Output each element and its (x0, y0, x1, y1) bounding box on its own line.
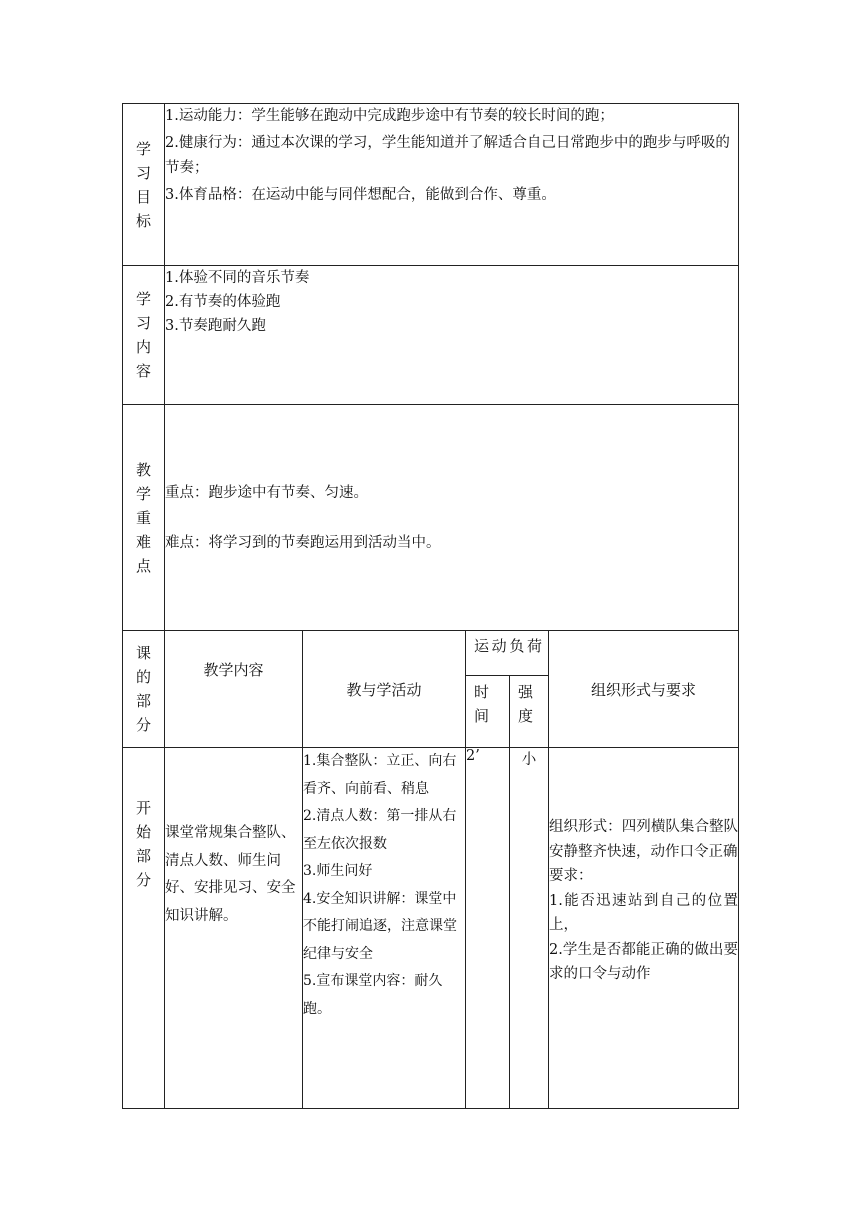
label-char: 的 (135, 668, 151, 686)
label-char: 始 (135, 823, 151, 841)
activity-item: 2.清点人数：第一排从右至左依次报数 (303, 808, 457, 852)
activity-item: 1.集合整队：立正、向右看齐、向前看、稍息 (303, 753, 457, 797)
organization-form: 组织形式：四列横队集合整队安静整齐快速，动作口令正确 (549, 819, 739, 860)
activity-item: 5.宣布课堂内容：耐久跑。 (303, 973, 443, 1017)
label-char: 强 (518, 683, 534, 701)
label-char: 部 (135, 847, 151, 865)
section-header-row (123, 631, 739, 676)
start-time: 2’ (466, 748, 510, 1109)
label-char: 难 (135, 532, 151, 551)
goal-item: 2.健康行为：通过本次课的学习，学生能知道并了解适合自己日常跑步中的跑步与呼吸的节奏； (165, 135, 730, 176)
start-section-label (123, 748, 165, 1109)
label-char: 开 (135, 799, 151, 817)
load-header: 运动负荷 (466, 631, 549, 676)
label-char: 度 (518, 707, 534, 725)
key-points-text (165, 405, 739, 631)
label-char: 课 (135, 644, 151, 662)
label-char: 容 (135, 362, 151, 380)
activity-item: 3.师生问好 (303, 863, 373, 879)
start-teaching-content: 课堂常规集合整队、清点人数、师生问好、安排见习、安全知识讲解。 (165, 748, 303, 1109)
label-char: 分 (135, 716, 151, 734)
part-header (123, 631, 165, 748)
goals-row (123, 104, 739, 266)
label-char: 习 (135, 314, 151, 332)
content-item: 1.体验不同的音乐节奏 (165, 270, 310, 286)
organization-header: 组织形式与要求 (549, 631, 739, 748)
label-char: 学 (135, 139, 151, 158)
activities-header: 教与学活动 (303, 631, 466, 748)
lesson-plan-table (122, 103, 739, 1109)
time-header (466, 676, 510, 748)
label-char: 教 (135, 460, 151, 479)
content-item: 3.节奏跑耐久跑 (165, 318, 266, 334)
requirement-item: 1.能否迅速站到自己的位置上， (549, 892, 739, 933)
label-char: 时 (474, 683, 490, 701)
label-char: 分 (135, 871, 151, 889)
goal-item: 1.运动能力：学生能够在跑动中完成跑步途中有节奏的较长时间的跑； (165, 108, 614, 124)
goals-label (123, 104, 165, 266)
label-char: 点 (135, 556, 151, 575)
label-char: 目 (135, 187, 151, 206)
focus-text: 重点：跑步途中有节奏、匀速。 (165, 484, 368, 501)
label-char: 重 (135, 508, 151, 527)
teaching-content-header: 教学内容 (165, 631, 303, 748)
activity-item: 4.安全知识讲解：课堂中不能打闹追逐，注意课堂纪律与安全 (303, 890, 457, 962)
difficulty-text: 难点：将学习到的节奏跑运用到活动当中。 (165, 534, 441, 551)
label-char: 内 (135, 338, 151, 356)
start-intensity: 小 (510, 748, 549, 1109)
content-row (123, 266, 739, 405)
content-label (123, 266, 165, 405)
content-text (165, 266, 739, 405)
intensity-header (510, 676, 549, 748)
start-section-row (123, 748, 739, 1109)
content-item: 2.有节奏的体验跑 (165, 294, 281, 310)
goal-item: 3.体育品格：在运动中能与同伴想配合，能做到合作、尊重。 (165, 187, 556, 203)
key-points-row (123, 405, 739, 631)
label-char: 标 (135, 211, 151, 230)
label-char: 间 (474, 707, 490, 725)
label-char: 学 (135, 290, 151, 308)
requirements-label: 要求： (549, 868, 593, 884)
requirement-item: 2.学生是否都能正确的做出要求的口令与动作 (549, 941, 739, 982)
label-char: 部 (135, 692, 151, 710)
start-activities (303, 748, 466, 1109)
key-points-label (123, 405, 165, 631)
goals-text (165, 104, 739, 266)
label-char: 学 (135, 484, 151, 503)
label-char: 习 (135, 163, 151, 182)
start-organization (549, 748, 739, 1109)
